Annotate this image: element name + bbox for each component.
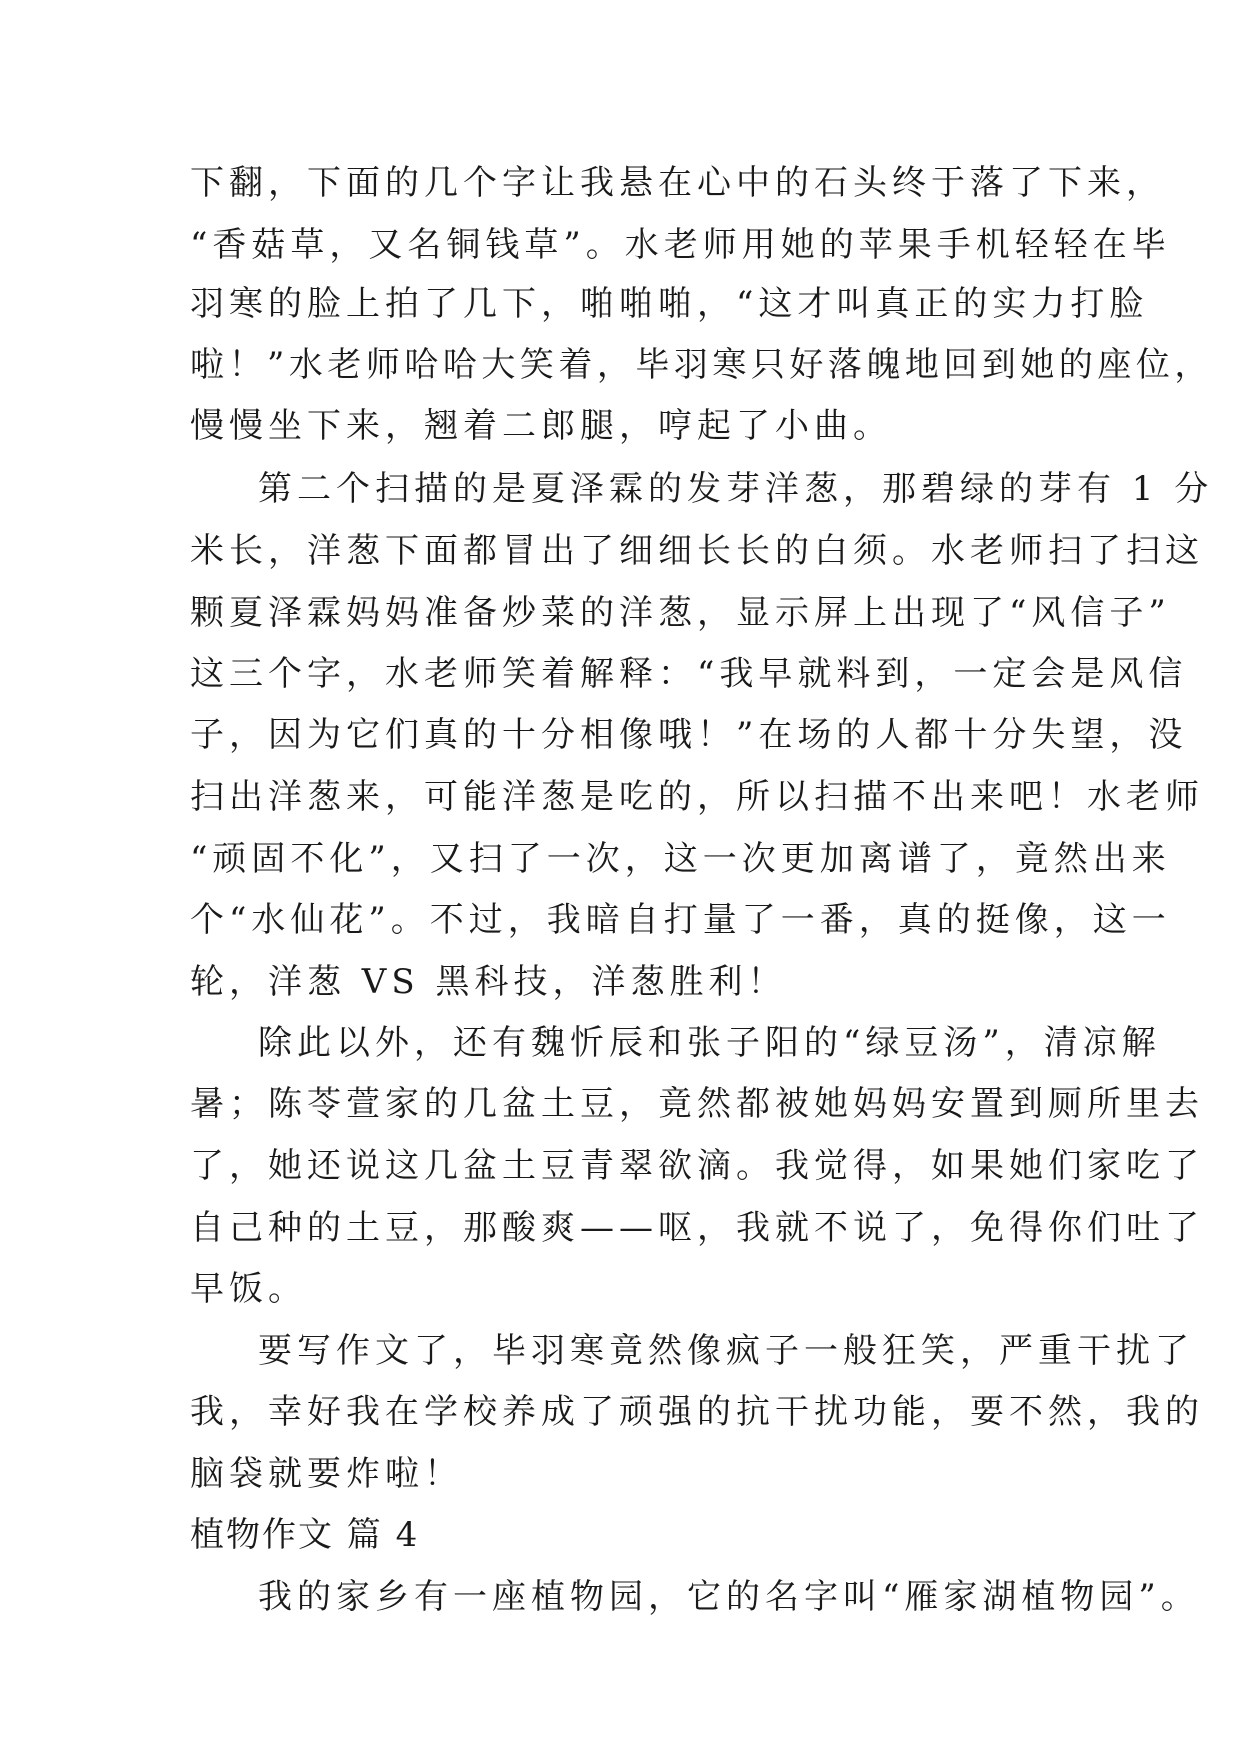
text-line: 早饭。 bbox=[190, 1269, 307, 1309]
text-line: 暑；陈苓萱家的几盆土豆，竟然都被她妈妈安置到厕所里去 bbox=[190, 1084, 1204, 1124]
text-line: 扫出洋葱来，可能洋葱是吃的，所以扫描不出来吧！水老师 bbox=[190, 777, 1204, 817]
text-line: 了，她还说这几盆土豆青翠欲滴。我觉得，如果她们家吃了 bbox=[190, 1146, 1204, 1186]
text-line: 我，幸好我在学校养成了顽强的抗干扰功能，要不然，我的 bbox=[190, 1392, 1204, 1432]
text-line: 啦！”水老师哈哈大笑着，毕羽寒只好落魄地回到她的座位， bbox=[190, 345, 1213, 385]
text-line: 颗夏泽霖妈妈准备炒菜的洋葱，显示屏上出现了“风信子” bbox=[190, 593, 1171, 633]
paragraph-first-line: 除此以外，还有魏忻辰和张子阳的“绿豆汤”，清凉解 bbox=[258, 1023, 1161, 1063]
text-line: 慢慢坐下来，翘着二郎腿，哼起了小曲。 bbox=[190, 406, 892, 446]
paragraph-first-line: 我的家乡有一座植物园，它的名字叫“雁家湖植物园”。 bbox=[258, 1577, 1200, 1617]
paragraph-first-line: 第二个扫描的是夏泽霖的发芽洋葱，那碧绿的芽有 1 分 bbox=[258, 469, 1214, 509]
text-line: 米长，洋葱下面都冒出了细细长长的白须。水老师扫了扫这 bbox=[190, 531, 1204, 571]
text-line: “香菇草，又名铜钱草”。水老师用她的苹果手机轻轻在毕 bbox=[190, 225, 1171, 265]
text-line: “顽固不化”，又扫了一次，这一次更加离谱了，竟然出来 bbox=[190, 839, 1171, 879]
text-line: 个“水仙花”。不过，我暗自打量了一番，真的挺像，这一 bbox=[190, 900, 1171, 940]
text-line: 子，因为它们真的十分相像哦！”在场的人都十分失望，没 bbox=[190, 715, 1188, 755]
text-line: 脑袋就要炸啦！ bbox=[190, 1454, 463, 1494]
text-line: 自己种的土豆，那酸爽——呕，我就不说了，免得你们吐了 bbox=[190, 1208, 1204, 1248]
section-heading: 植物作文 篇 4 bbox=[190, 1515, 420, 1555]
text-line: 羽寒的脸上拍了几下，啪啪啪，“这才叫真正的实力打脸 bbox=[190, 284, 1149, 324]
paragraph-first-line: 要写作文了，毕羽寒竟然像疯子一般狂笑，严重干扰了 bbox=[258, 1331, 1194, 1371]
text-line: 下翻，下面的几个字让我悬在心中的石头终于落了下来， bbox=[190, 163, 1165, 203]
text-line: 这三个字，水老师笑着解释：“我早就料到，一定会是风信 bbox=[190, 654, 1188, 694]
text-line: 轮，洋葱 VS 黑科技，洋葱胜利！ bbox=[190, 962, 787, 1002]
